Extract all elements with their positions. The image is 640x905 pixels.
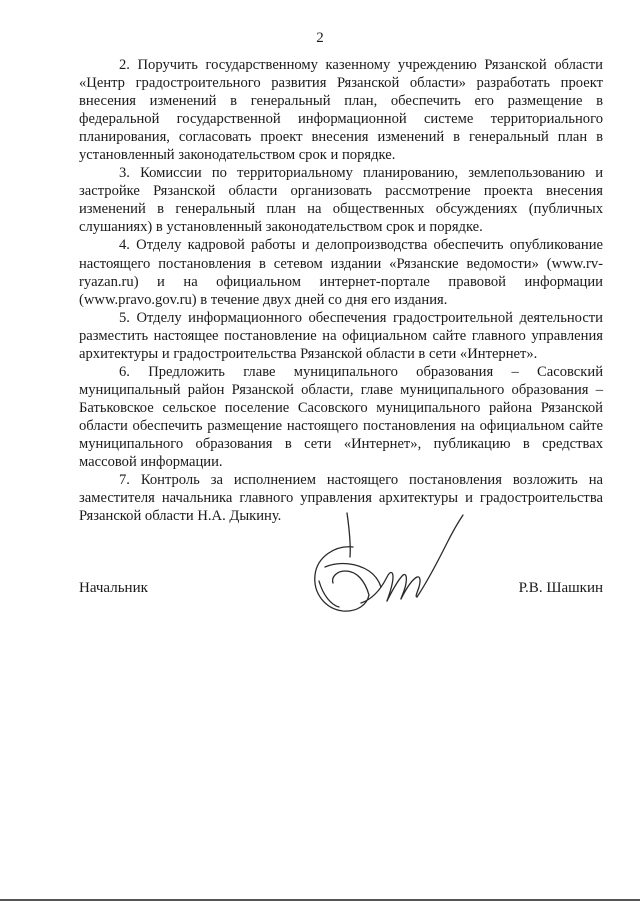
signatory-name: Р.В. Шашкин [518, 580, 603, 596]
page-number: 2 [316, 30, 324, 46]
handwritten-signature [295, 505, 470, 630]
paragraph-4: 4. Отделу кадровой работы и делопроизводства обеспечить опубликование настоящего постановления в сетевом издании «Рязанские ведомости» (www.rv-ryazan.ru) и на официальном интернет-портале правовой информации (www.pravo.gov.ru) в течение двух дней со дня его издания. [79, 237, 603, 308]
signatory-title: Начальник [79, 580, 148, 596]
scan-edge-line [0, 899, 640, 901]
paragraph-3: 3. Комиссии по территориальному планированию, землепользованию и застройке Рязанской области организовать рассмотрение проекта внесения изменений в генеральный план на общественных обсуждениях (публичных слушаниях) в установленный законодательством срок и порядке. [79, 165, 603, 236]
paragraph-2: 2. Поручить государственному казенному учреждению Рязанской области «Центр градостроительного развития Рязанской области» разработать проект внесения изменений в генеральный план, обеспечить его размещение в федеральной государственной информационной системе территориального планирования, согласовать проект внесения изменений в генеральный план в установленный законодательством срок и порядке. [79, 57, 603, 164]
paragraph-5: 5. Отделу информационного обеспечения градостроительной деятельности разместить настоящее постановление на официальном сайте главного управления архитектуры и градостроительства Рязанской области в сети «Интернет». [79, 309, 603, 362]
paragraph-6: 6. Предложить главе муниципального образования – Сасовский муниципальный район Рязанской области, главе муниципального образования – Батьковское сельское поселение Сасовского муниципального района Рязанской области обеспечить размещение настоящего постановления на официальном сайте муниципального образования в сети «Интернет», публикацию в средствах массовой информации. [79, 363, 603, 471]
document-body [79, 56, 603, 525]
paragraph-7: 7. Контроль за исполнением настоящего постановления возложить на заместителя начальника главного управления архитектуры и градостроительства Рязанской области Н.А. Дыкину. [79, 472, 603, 525]
